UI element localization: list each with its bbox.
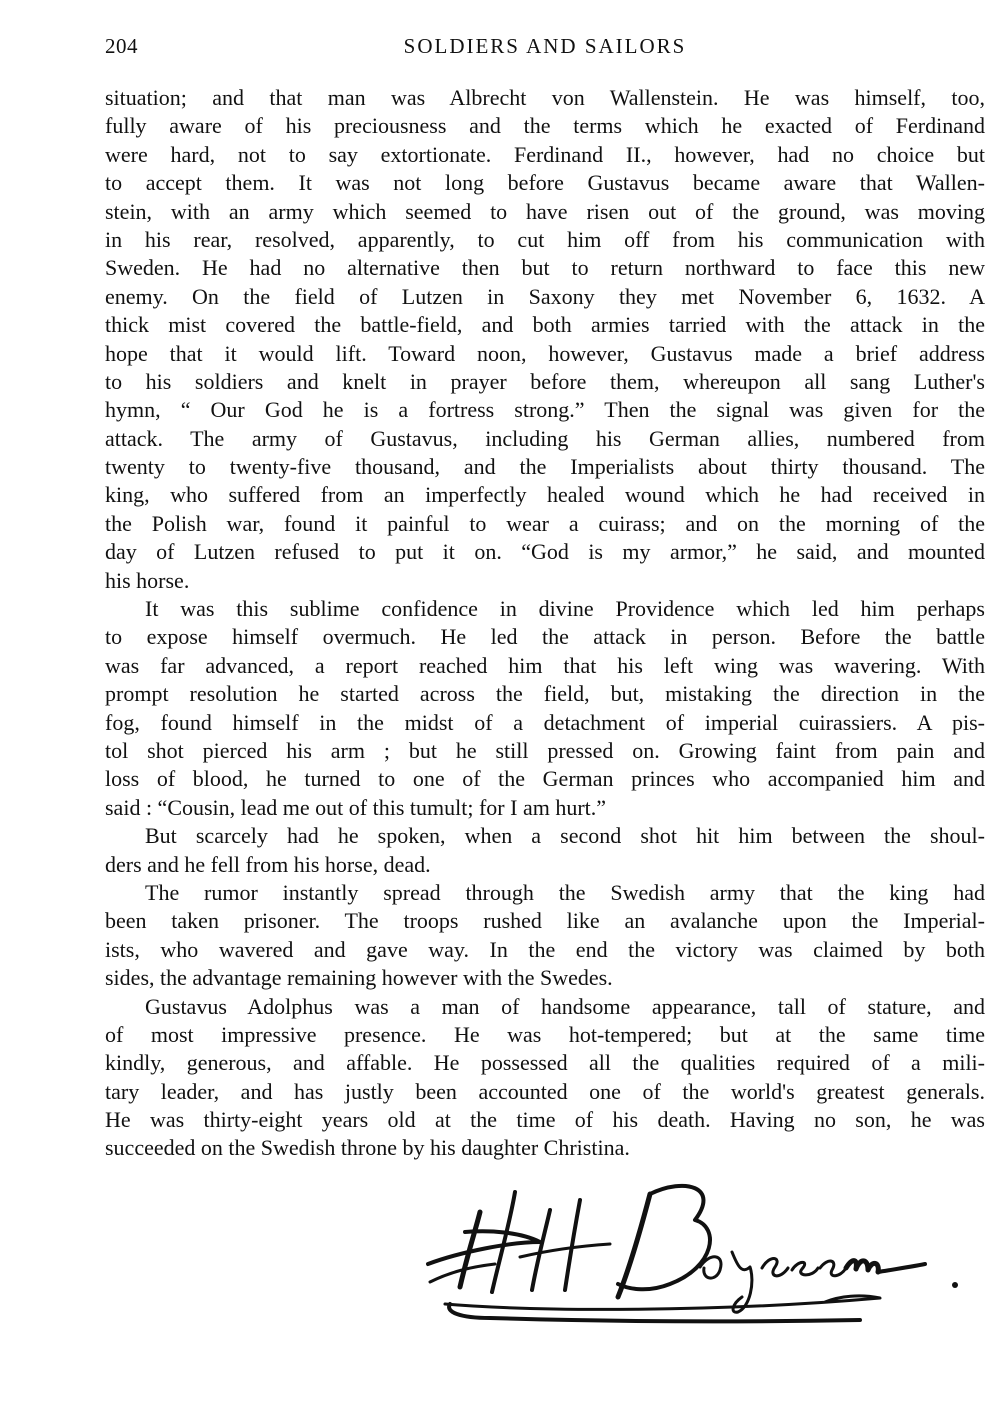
text-line: in his rear, resolved, apparently, to cut him off from his communication with [105, 226, 985, 252]
text-line: The rumor instantly spread through the Swedish army that the king had [145, 879, 985, 905]
author-signature [420, 1172, 980, 1342]
text-line: day of Lutzen refused to put it on. “God is my armor,” he said, and mounted [105, 539, 985, 565]
running-title: SOLDIERS AND SAILORS [403, 34, 687, 58]
text-line: attack. The army of Gustavus, including his German allies, numbered from [105, 425, 985, 451]
text-line: been taken prisoner. The troops rushed like an avalanche upon the Imperial- [105, 908, 985, 934]
article-body [105, 84, 985, 1163]
text-line: king, who suffered from an imperfectly healed wound which he had received in [105, 482, 985, 508]
text-line: the Polish war, found it painful to wear a cuirass; and on the morning of the [105, 510, 985, 536]
text-line: hope that it would lift. Toward noon, however, Gustavus made a brief address [105, 340, 985, 366]
page-header [105, 34, 985, 64]
text-line: But scarcely had he spoken, when a second shot hit him between the shoul- [145, 823, 985, 849]
text-line: sides, the advantage remaining however with the Swedes. [105, 965, 613, 991]
text-line: to accept them. It was not long before Gustavus became aware that Wallen- [105, 170, 985, 196]
text-line: succeeded on the Swedish throne by his daughter Christina. [105, 1135, 630, 1161]
text-line: enemy. On the field of Lutzen in Saxony they met November 6, 1632. A [105, 283, 985, 309]
text-line: was far advanced, a report reached him that his left wing was wavering. With [105, 652, 985, 678]
text-line: He was thirty-eight years old at the time of his death. Having no son, he was [105, 1107, 985, 1133]
text-line: thick mist covered the battle-field, and both armies tarried with the attack in the [105, 312, 985, 338]
text-line: hymn, “ Our God he is a fortress strong.” Then the signal was given for the [105, 397, 985, 423]
text-line: to his soldiers and knelt in prayer before them, whereupon all sang Luther's [105, 368, 985, 394]
text-line: situation; and that man was Albrecht von Wallenstein. He was himself, too, [105, 85, 985, 110]
text-line: loss of blood, he turned to one of the German princes who accompanied him and [105, 766, 985, 792]
text-line: prompt resolution he started across the field, but, mistaking the direction in the [105, 681, 985, 707]
text-line: kindly, generous, and affable. He possessed all the qualities required of a mili- [105, 1050, 985, 1076]
text-line: ders and he fell from his horse, dead. [105, 851, 431, 877]
text-line: were hard, not to say extortionate. Ferdinand II., however, had no choice but [105, 141, 985, 167]
text-line: ists, who wavered and gave way. In the end the victory was claimed by both [105, 936, 985, 962]
signature-flourish [420, 1172, 980, 1342]
text-line: It was this sublime confidence in divine Providence which led him perhaps [145, 596, 985, 622]
page-number: 204 [105, 34, 138, 58]
text-line: tol shot pierced his arm ; but he still pressed on. Growing faint from pain and [105, 737, 985, 763]
text-line: tary leader, and has justly been accounted one of the world's greatest generals. [105, 1078, 985, 1104]
text-line: twenty to twenty-five thousand, and the Imperialists about thirty thousand. The [105, 454, 985, 480]
text-line: fog, found himself in the midst of a detachment of imperial cuirassiers. A pis- [105, 709, 985, 735]
text-line: fully aware of his preciousness and the terms which he exacted of Ferdinand [105, 113, 985, 139]
text-line: stein, with an army which seemed to have risen out of the ground, was moving [105, 198, 985, 224]
text-line: of most impressive presence. He was hot-tempered; but at the same time [105, 1021, 985, 1047]
text-line: said : “Cousin, lead me out of this tumult; for I am hurt.” [105, 794, 607, 820]
text-line: Sweden. He had no alternative then but to return northward to face this new [105, 255, 985, 281]
text-line: to expose himself overmuch. He led the attack in person. Before the battle [105, 624, 985, 650]
text-line: Gustavus Adolphus was a man of handsome appearance, tall of stature, and [145, 993, 985, 1019]
text-line: his horse. [105, 567, 190, 593]
